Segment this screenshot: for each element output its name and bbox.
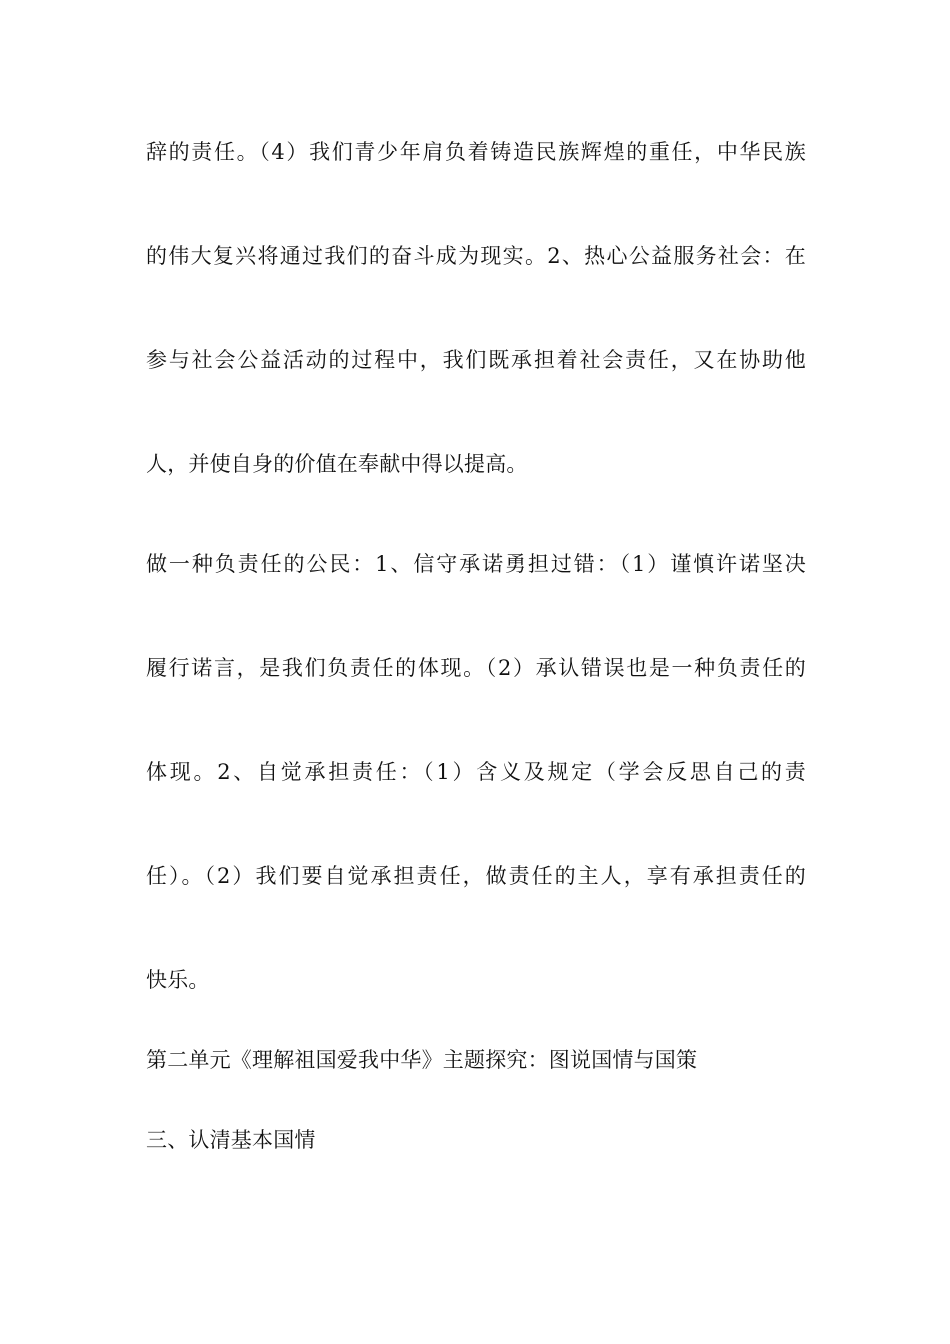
section-heading-national-conditions: 三、认清基本国情 xyxy=(146,1128,316,1152)
section-heading-unit-two: 第二单元《理解祖国爱我中华》主题探究：图说国情与国策 xyxy=(146,1048,698,1072)
text-line-3: 参与社会公益活动的过程中，我们既承担着社会责任，又在协助他 xyxy=(146,348,806,372)
text-line-5: 做一种负责任的公民：1、信守承诺勇担过错：（1）谨慎许诺坚决 xyxy=(146,552,806,576)
text-line-8: 任）。（2）我们要自觉承担责任，做责任的主人，享有承担责任的 xyxy=(146,864,806,888)
text-line-4: 人，并使自身的价值在奉献中得以提高。 xyxy=(146,452,528,476)
text-line-1: 辞的责任。（4）我们青少年肩负着铸造民族辉煌的重任，中华民族 xyxy=(146,140,806,164)
text-line-7: 体现。2、自觉承担责任：（1）含义及规定（学会反思自己的责 xyxy=(146,760,806,784)
text-line-9: 快乐。 xyxy=(146,968,210,992)
text-line-6: 履行诺言，是我们负责任的体现。（2）承认错误也是一种负责任的 xyxy=(146,656,806,680)
text-line-2: 的伟大复兴将通过我们的奋斗成为现实。2、热心公益服务社会：在 xyxy=(146,244,806,268)
